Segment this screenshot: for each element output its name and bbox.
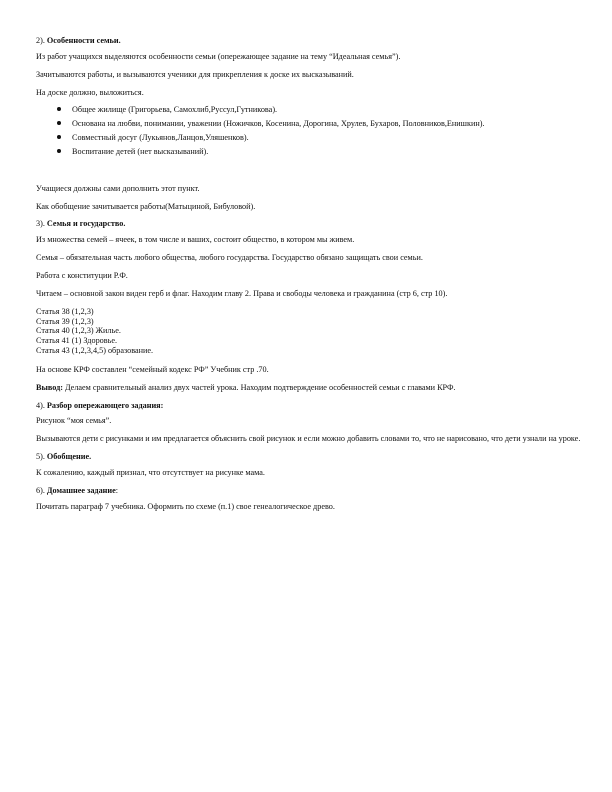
paragraph: Как обобщение зачитывается работы(Матыциной, Бибуловой). [36, 201, 256, 211]
paragraph: Рисунок “моя семья”. [36, 416, 112, 426]
section-number: 6). [36, 485, 47, 495]
bullet-list [36, 105, 581, 156]
list-item [72, 119, 581, 129]
list-item [72, 147, 581, 157]
document-page [36, 36, 581, 519]
list-item-text: Общее жилище (Григорьева, Самохлиб,Руссул,Гутникова). [72, 105, 278, 115]
section-heading-family-and-state [36, 219, 581, 229]
section-heading-homework [36, 486, 581, 496]
conclusion-text: Делаем сравнительный анализ двух частей урока. Находим подтверждение особенностей семьи с главами КРФ. [62, 382, 456, 392]
section-number: 3). [36, 219, 47, 229]
paragraph: Зачитываются работы, и вызываются ученики для прикрепления к доске их высказываний. [36, 69, 354, 79]
bullet-icon [57, 107, 61, 111]
section-title: Особенности семьи. [46, 36, 121, 45]
bullet-icon [57, 135, 61, 139]
list-item-text: Совместный досуг (Лукьянов,Ланцов,Уляшенков). [72, 133, 249, 143]
paragraph: Учащиеся должны сами дополнить этот пункт. [36, 183, 200, 193]
article-line: Статья 41 (1) Здоровье. [36, 336, 118, 346]
section-heading-summary [36, 452, 581, 462]
paragraph: Из работ учащихся выделяются особенности семьи (опережающее задание на тему “Идеальная семья”). [36, 51, 401, 61]
paragraph: Работа с конституции Р.Ф. [36, 270, 128, 280]
bullet-icon [57, 121, 61, 125]
section-title-colon: : [115, 485, 119, 495]
paragraph: Читаем – основной закон виден герб и флаг. Находим главу 2. Права и свободы человека и гражданина (стр 6, стр 10). [36, 288, 448, 298]
list-item-text: Воспитание детей (нет высказываний). [72, 146, 209, 156]
paragraph: Вызываются дети с рисунками и им предлагается объяснить свой рисунок и если можно добавить словами то, что не нарисовано, что дети узнали на уроке. [36, 434, 581, 444]
section-number: 4). [36, 400, 47, 410]
article-list [36, 307, 581, 356]
section-title: Семья и государство. [46, 219, 126, 229]
section-title: Домашнее задание [46, 485, 116, 495]
section-title: Разбор опережающего задания: [46, 400, 164, 410]
paragraph: К сожалению, каждый признал, что отсутствует на рисунке мама. [36, 467, 265, 477]
paragraph: Из множества семей – ячеек, в том числе и ваших, состоит общество, в котором мы живем. [36, 235, 355, 245]
article-line: Статья 39 (1,2,3) [36, 316, 94, 326]
paragraph: Семья – обязательная часть любого общества, любого государства. Государство обязано защищать свои семьи. [36, 253, 423, 263]
section-number: 2). [36, 36, 47, 45]
paragraph: На основе КРФ составлен “семейный кодекс РФ” Учебник стр .70. [36, 364, 269, 374]
section-title: Обобщение. [46, 452, 92, 462]
section-heading-family-features [36, 36, 581, 46]
paragraph: На доске должно, выложиться. [36, 87, 144, 97]
article-line: Статья 38 (1,2,3) [36, 306, 94, 316]
conclusion-label: Вывод: [36, 382, 63, 392]
paragraph: Почитать параграф 7 учебника. Оформить по схеме (п.1) свое генеалогическое древо. [36, 501, 335, 511]
bullet-icon [57, 149, 61, 153]
list-item [72, 105, 581, 115]
list-item [72, 133, 581, 143]
article-line: Статья 43 (1,2,3,4,5) образование. [36, 346, 154, 356]
conclusion-paragraph [36, 383, 581, 393]
section-heading-homework-review [36, 401, 581, 411]
section-number: 5). [36, 452, 47, 462]
article-line: Статья 40 (1,2,3) Жилье. [36, 326, 121, 336]
list-item-text: Основана на любви, понимании, уважении (Ножичков, Косенина, Дорогина, Хрулев, Бухаров, Половников,Енишкин). [72, 119, 485, 129]
